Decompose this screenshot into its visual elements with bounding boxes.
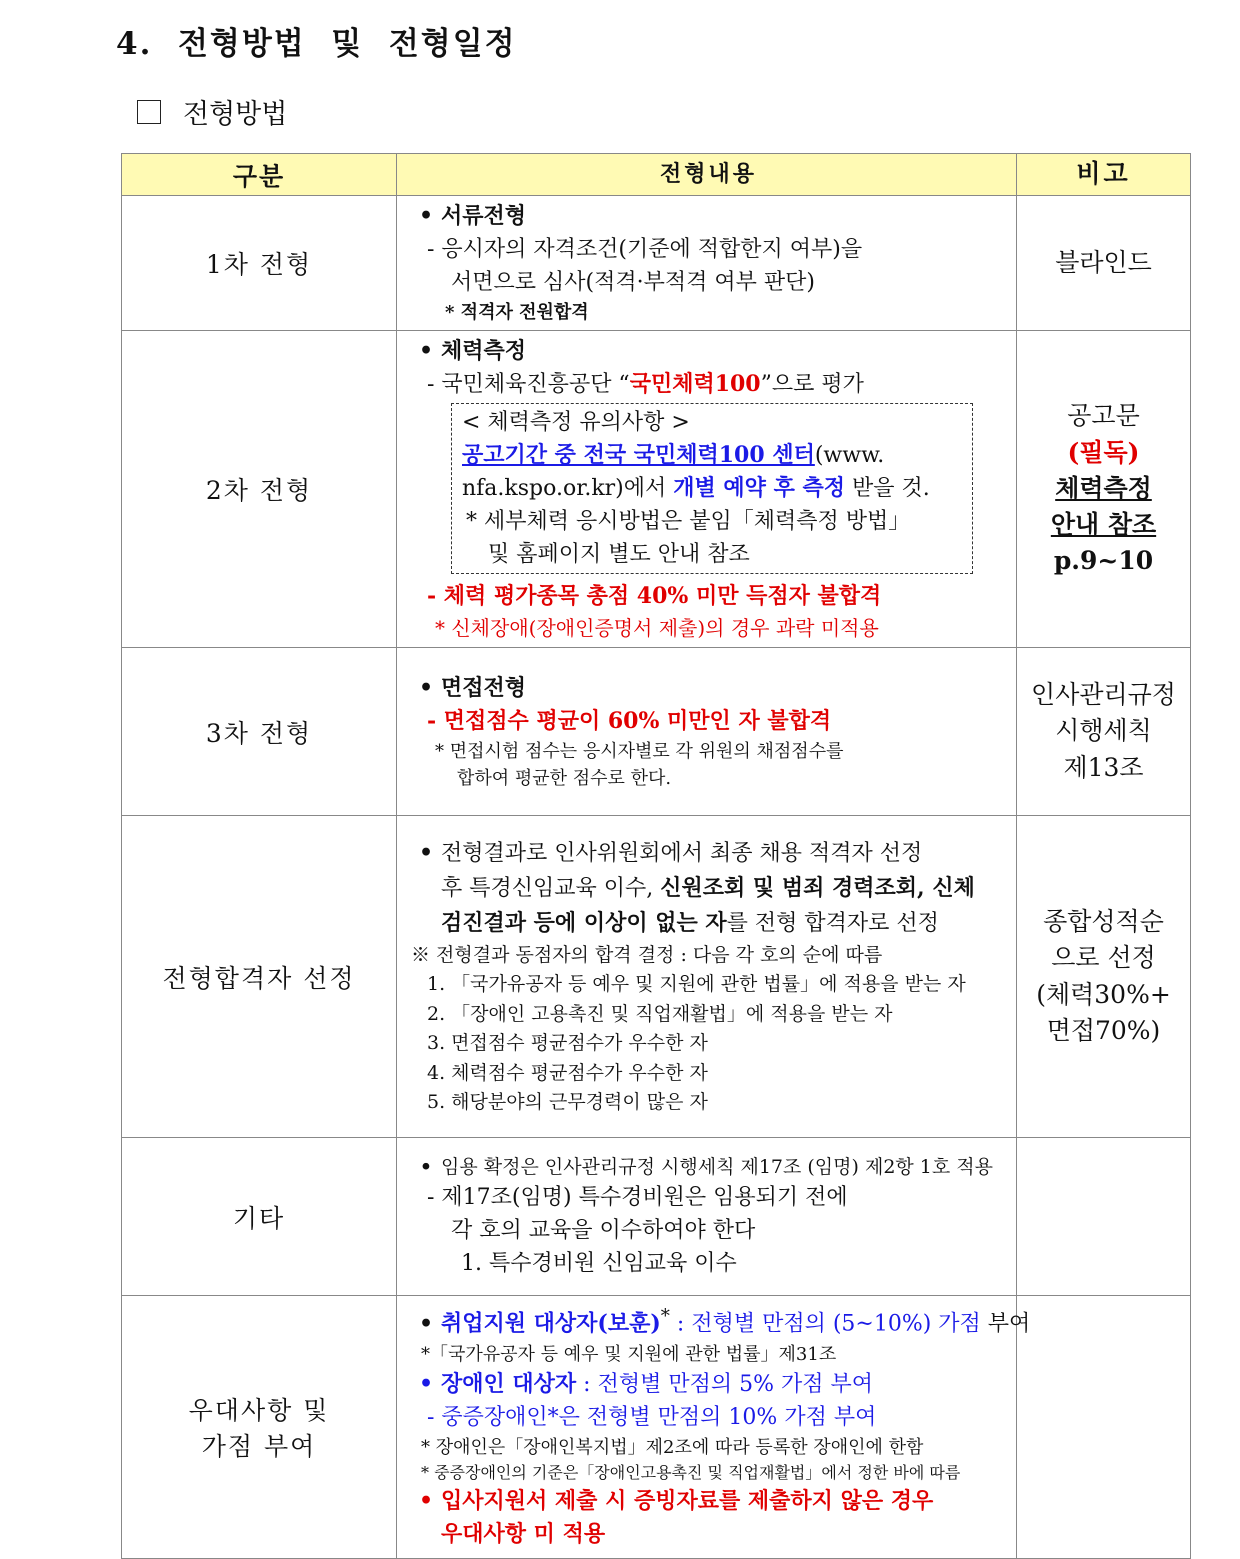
content-line: - 중증장애인*은 전형별 만점의 10% 가점 부여	[427, 1404, 877, 1430]
row-remark	[1017, 1138, 1191, 1296]
notice-box	[451, 403, 973, 574]
bullet-heading: • 서류전형	[411, 200, 1006, 233]
content-line: 후 특경신임교육 이수, 신원조회 및 범죄 경력조회, 신체	[441, 874, 975, 901]
table-row	[122, 196, 1191, 331]
row-label: 1차 전형	[122, 196, 397, 331]
table-row	[122, 1296, 1191, 1559]
row-content	[397, 196, 1017, 331]
content-line: - 제17조(임명) 특수경비원은 임용되기 전에	[427, 1185, 848, 1211]
content-line: • 장애인 대상자 : 전형별 만점의 5% 가점 부여	[411, 1368, 1006, 1401]
table-header-row	[122, 154, 1191, 196]
row-content	[397, 648, 1017, 816]
exemption-note: * 신체장애(장애인증명서 제출)의 경우 과락 미적용	[435, 616, 879, 640]
row-label: 전형합격자 선정	[122, 816, 397, 1138]
list-item: 4. 체력점수 평균점수가 우수한 자	[427, 1061, 708, 1084]
list-item: 5. 해당분야의 근무경력이 많은 자	[427, 1091, 708, 1114]
row-remark: 종합성적순 으로 선정 (체력30%+ 면접70%)	[1017, 816, 1191, 1138]
content-line: 1. 특수경비원 신임교육 이수	[461, 1251, 737, 1277]
row-remark: 공고문 (필독) 체력측정 안내 참조 p.9~10	[1017, 331, 1191, 648]
header-category: 구분	[122, 154, 397, 196]
header-remark: 비고	[1017, 154, 1191, 196]
section-title: 4. 전형방법 및 전형일정	[116, 26, 517, 62]
subsection-title: 전형방법	[183, 99, 288, 130]
box-line: nfa.kspo.or.kr)에서 개별 예약 후 측정 받을 것.	[462, 475, 930, 501]
table-row	[122, 1138, 1191, 1296]
bullet-heading: • 면접전형	[411, 672, 1006, 705]
row-content	[397, 1296, 1031, 1559]
fail-condition: - 면접점수 평균이 60% 미만인 자 불합격	[427, 707, 832, 734]
box-title: < 체력측정 유의사항 >	[462, 410, 690, 435]
row-label: 2차 전형	[122, 331, 397, 648]
checkbox-icon	[137, 100, 161, 124]
row-label: 3차 전형	[122, 648, 397, 816]
box-line: 및 홈페이지 별도 안내 참조	[488, 542, 750, 567]
row-content	[397, 1138, 1017, 1296]
row-label: 우대사항 및 가점 부여	[122, 1296, 397, 1559]
tie-break-heading: ※ 전형결과 동점자의 합격 결정 : 다음 각 호의 순에 따름	[411, 943, 883, 966]
content-line: - 응시자의 자격조건(기준에 적합한지 여부)을	[427, 237, 863, 262]
row-remark: 인사관리규정 시행세칙 제13조	[1017, 648, 1191, 816]
row-content	[397, 816, 1017, 1138]
content-note: * 장애인은「장애인복지법」제2조에 따라 등록한 장애인에 한함	[421, 1436, 924, 1458]
table-row	[122, 816, 1191, 1138]
box-line: 공고기간 중 전국 국민체력100 센터(www.	[462, 442, 885, 468]
box-line: * 세부체력 응시방법은 붙임「체력측정 방법」	[466, 509, 911, 534]
selection-method-table	[121, 153, 1191, 1559]
table-row	[122, 331, 1191, 648]
list-item: 3. 면접점수 평균점수가 우수한 자	[427, 1032, 708, 1055]
table-row	[122, 648, 1191, 816]
content-line: • 전형결과로 인사위원회에서 최종 채용 적격자 선정	[411, 836, 1006, 871]
row-remark	[1017, 1296, 1191, 1559]
content-line: 각 호의 교육을 이수하여야 한다	[451, 1218, 756, 1244]
content-line: • 입사지원서 제출 시 증빙자료를 제출하지 않은 경우	[411, 1485, 1006, 1518]
content-line: - 국민체육진흥공단 “국민체력100”으로 평가	[427, 371, 864, 397]
content-note: * 중증장애인의 기준은「장애인고용촉진 및 직업재활법」에서 정한 바에 따름	[421, 1462, 961, 1482]
header-content: 전형내용	[397, 154, 1017, 196]
content-note: 합하여 평균한 점수로 한다.	[457, 767, 672, 789]
bullet-heading: • 체력측정	[411, 335, 1006, 368]
content-line: 검진결과 등에 이상이 없는 자를 전형 합격자로 선정	[441, 909, 939, 936]
row-label: 기타	[122, 1138, 397, 1296]
content-note: * 적격자 전원합격	[445, 302, 589, 323]
content-line: 서면으로 심사(적격·부적격 여부 판단)	[451, 270, 815, 295]
content-line: • 취업지원 대상자(보훈)* : 전형별 만점의 (5~10%) 가점 부여	[411, 1303, 1006, 1340]
content-line: • 임용 확정은 인사관리규정 시행세칙 제17조 (임명) 제2항 1호 적용	[411, 1153, 1006, 1182]
list-item: 2. 「장애인 고용촉진 및 직업재활법」에 적용을 받는 자	[427, 1002, 893, 1025]
row-remark: 블라인드	[1017, 196, 1191, 331]
fail-condition: - 체력 평가종목 총점 40% 미만 득점자 불합격	[427, 583, 882, 609]
subsection-heading	[137, 92, 287, 131]
content-note: * 면접시험 점수는 응시자별로 각 위원의 채점점수를	[435, 740, 844, 762]
content-note: *「국가유공자 등 예우 및 지원에 관한 법률」제31조	[421, 1343, 837, 1365]
list-item: 1. 「국가유공자 등 예우 및 지원에 관한 법률」에 적용을 받는 자	[427, 973, 966, 996]
content-line: 우대사항 미 적용	[441, 1520, 606, 1547]
row-content	[397, 331, 1017, 648]
